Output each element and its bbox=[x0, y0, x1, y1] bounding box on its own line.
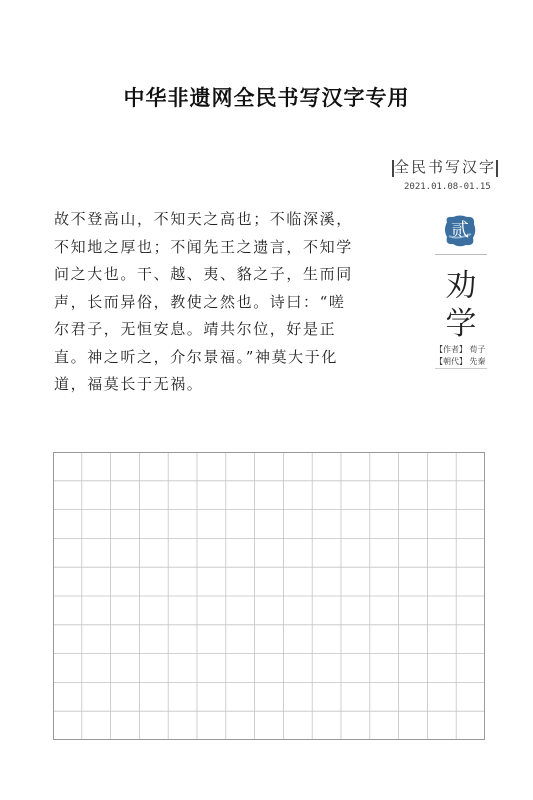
era-name: 先秦 bbox=[469, 357, 486, 366]
card-bottom-divider bbox=[435, 368, 487, 369]
passage-line: 尔君子，无恒安息。靖共尔位，好是正 bbox=[54, 320, 337, 338]
passage-line: 不知地之厚也；不闻先王之遗言，不知学 bbox=[54, 237, 353, 256]
author-line bbox=[435, 344, 486, 355]
writing-grid-svg[interactable] bbox=[53, 452, 485, 740]
seal-number: 贰 bbox=[451, 220, 469, 241]
page-title: 中华非遗网全民书写汉字专用 bbox=[123, 85, 410, 110]
passage-line: 问之大也。干、越、夷、貉之子，生而同 bbox=[54, 265, 353, 283]
passage-line: 声，长而异俗，教使之然也。诗曰：“嗟 bbox=[54, 292, 346, 311]
era-label: 【朝代】 bbox=[435, 357, 467, 366]
work-title-char-2: 学 bbox=[445, 306, 477, 342]
seal-icon bbox=[443, 214, 477, 248]
passage-text bbox=[54, 206, 374, 399]
tag-label: 全民书写汉字 bbox=[394, 158, 497, 176]
writing-grid[interactable] bbox=[53, 452, 485, 740]
tag-right-bar bbox=[496, 160, 498, 177]
date-range: 2021.01.08-01.15 bbox=[404, 182, 491, 192]
work-title-char-1: 劝 bbox=[445, 268, 477, 304]
passage-line: 直。神之听之，介尔景福。”神莫大于化 bbox=[54, 347, 338, 366]
passage-line: 故不登高山，不知天之高也；不临深溪， bbox=[54, 210, 353, 228]
tag-label-box bbox=[392, 156, 498, 177]
card-divider bbox=[435, 254, 487, 255]
author-name: 荀子 bbox=[469, 345, 486, 354]
passage-line: 道，福莫长于无祸。 bbox=[54, 375, 204, 393]
author-label: 【作者】 bbox=[435, 345, 467, 354]
work-info-card bbox=[433, 214, 489, 370]
era-line bbox=[435, 356, 486, 367]
